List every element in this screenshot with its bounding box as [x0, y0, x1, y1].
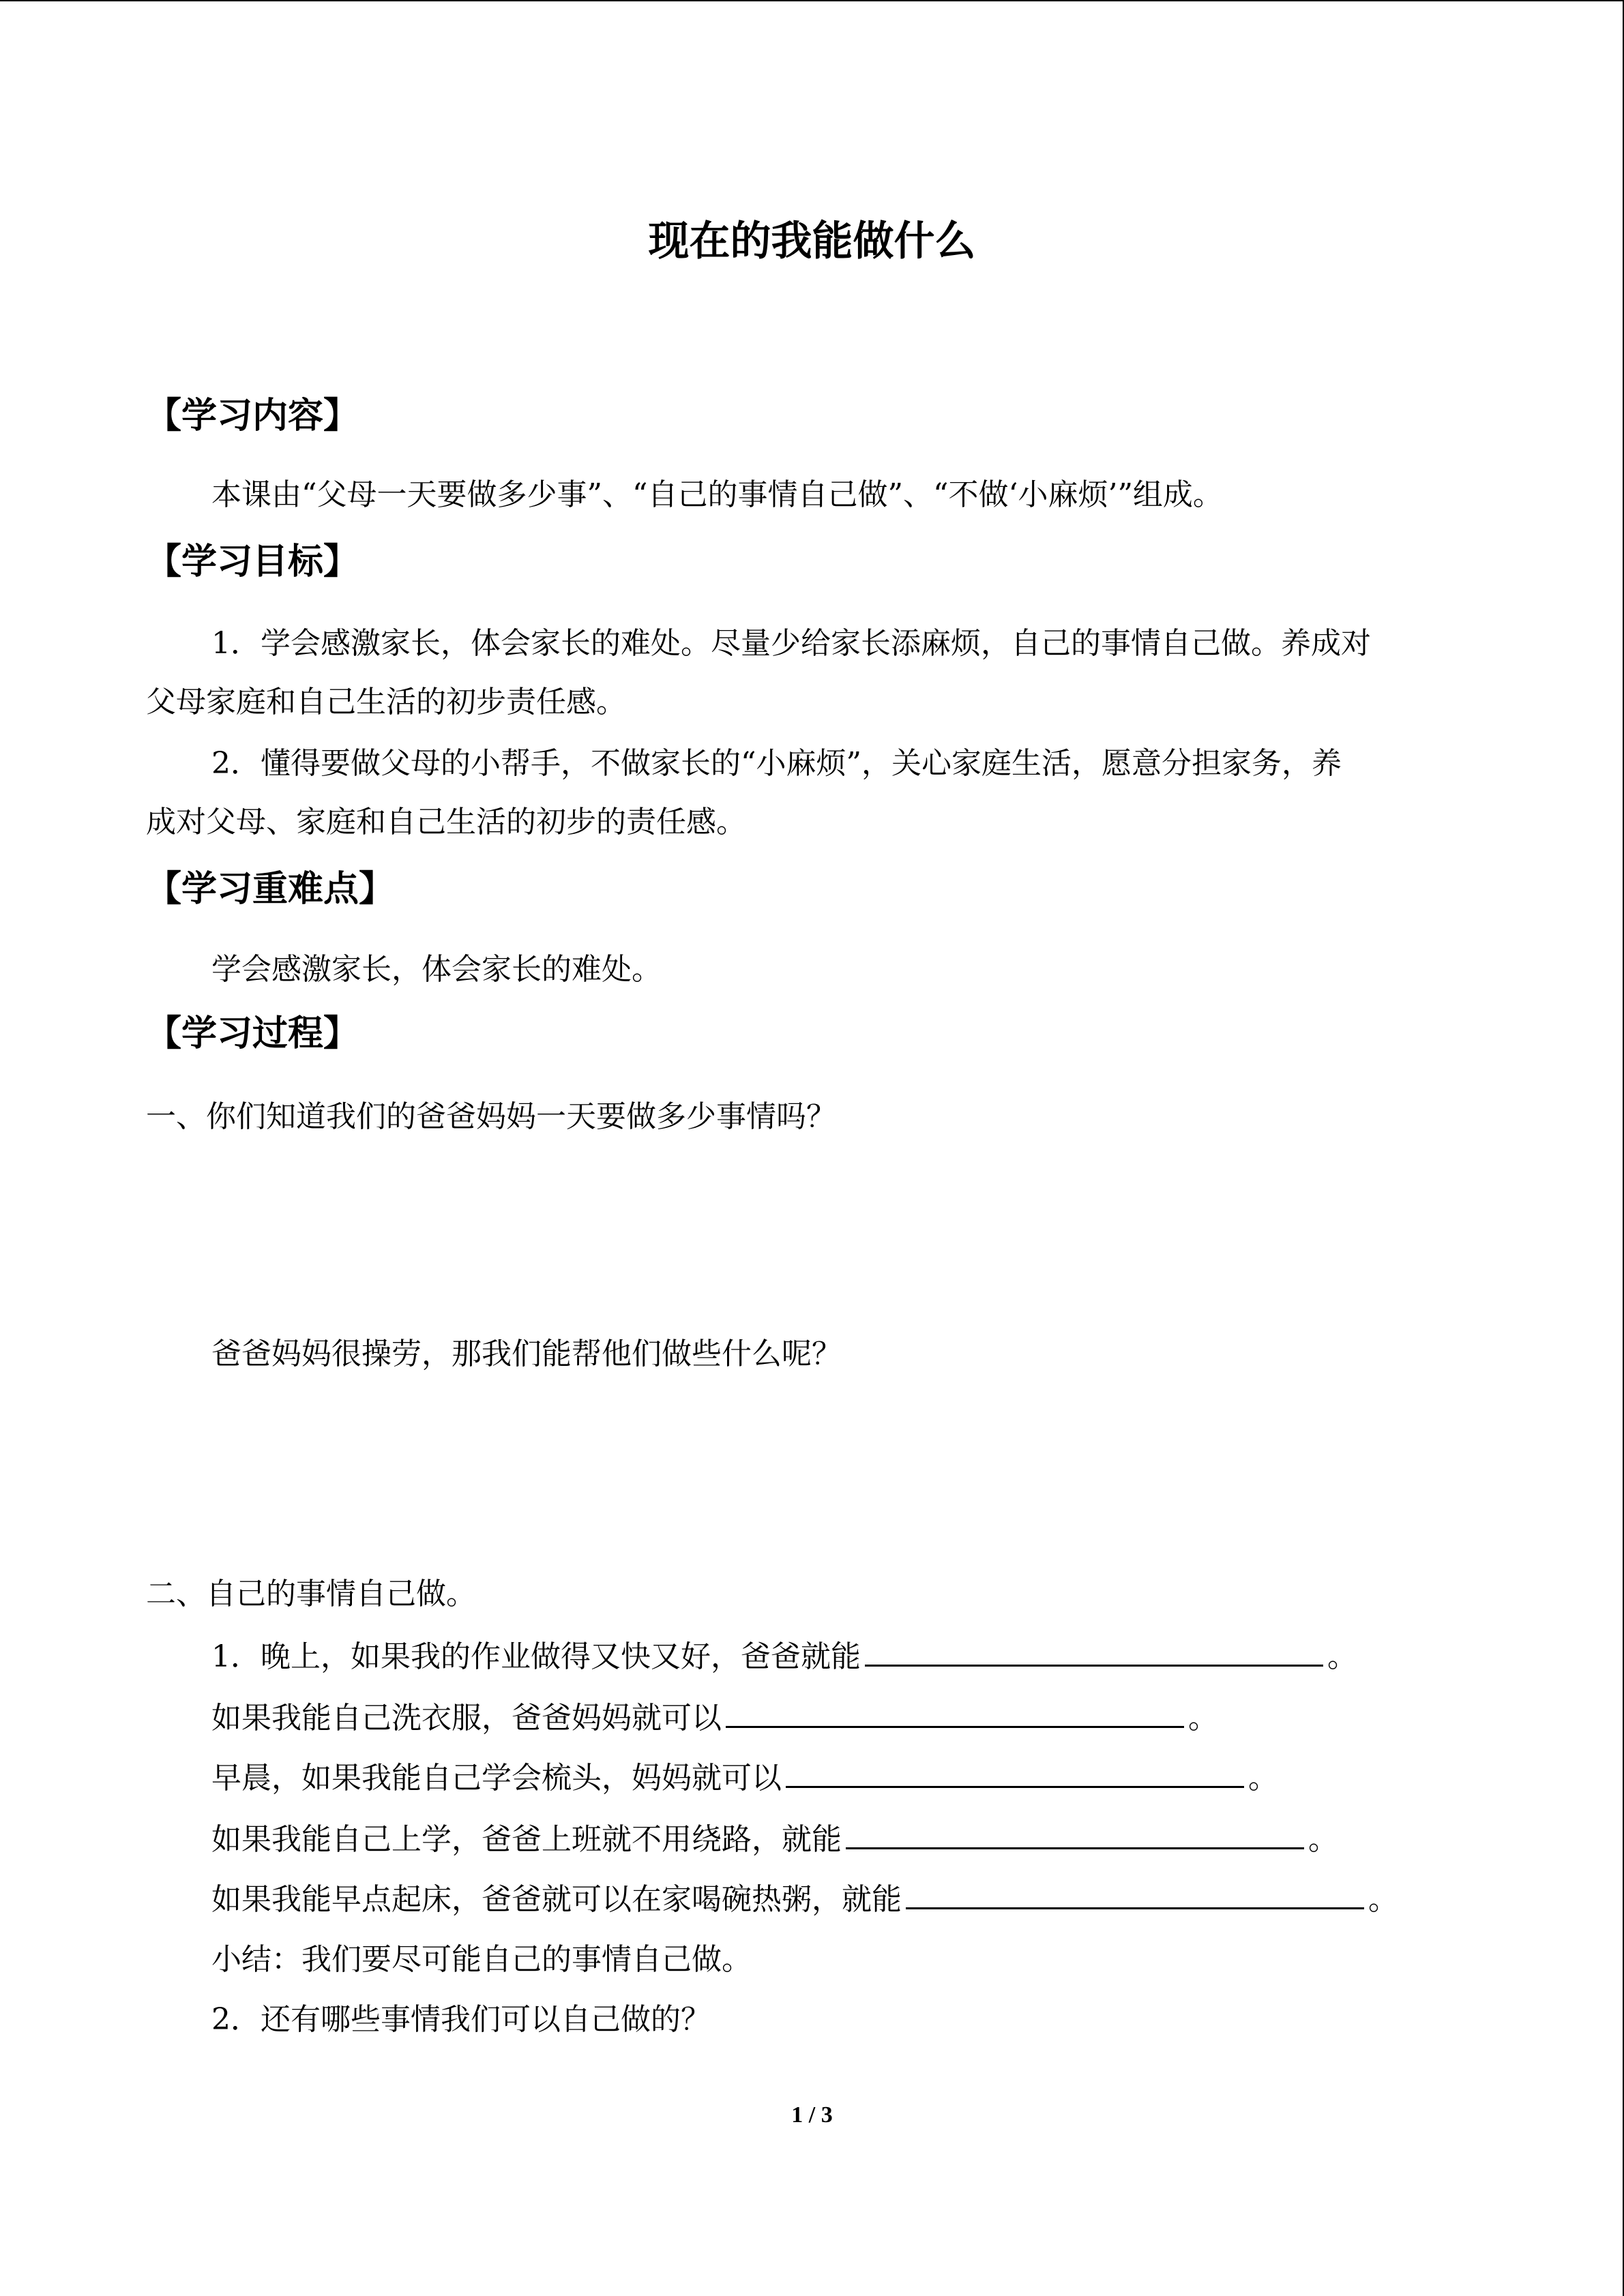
page-number: 1 / 3 — [791, 2102, 833, 2128]
fill-in-end: 。 — [1188, 1701, 1218, 1735]
page-title: 现在的我能做什么 — [648, 218, 976, 265]
heading-content: 【学习内容】 — [146, 396, 359, 436]
fill-in-prompt: 早晨，如果我能自己学会梳头，妈妈就可以 — [211, 1761, 782, 1795]
fill-in-prompt: 如果我能早点起床，爸爸就可以在家喝碗热粥，就能 — [211, 1882, 902, 1917]
fill-in-end: 。 — [1308, 1822, 1338, 1857]
answer-blank[interactable] — [846, 1823, 1304, 1849]
content-text: 本课由“父母一天要做多少事”、“自己的事情自己做”、“不做‘小麻烦’”组成。 — [211, 477, 1223, 512]
fill-in-end: 。 — [1368, 1882, 1398, 1917]
goal-1-line-1: 1．学会感激家长，体会家长的难处。尽量少给家长添麻烦，自己的事情自己做。养成对 — [211, 626, 1371, 661]
answer-blank[interactable] — [865, 1640, 1323, 1667]
fill-in-line — [211, 1635, 1357, 1679]
fill-in-prompt: 1．晚上，如果我的作业做得又快又好，爸爸就能 — [211, 1639, 861, 1674]
question-1-follow-up: 爸爸妈妈很操劳，那我们能帮他们做些什么呢？ — [211, 1337, 842, 1371]
goal-1-line-2: 父母家庭和自己生活的初步责任感。 — [146, 685, 626, 719]
summary-text: 小结：我们要尽可能自己的事情自己做。 — [211, 1942, 752, 1977]
fill-in-end: 。 — [1248, 1761, 1278, 1795]
goal-2-line-2: 成对父母、家庭和自己生活的初步的责任感。 — [146, 805, 746, 839]
goal-2-line-1: 2．懂得要做父母的小帮手，不做家长的“小麻烦”，关心家庭生活，愿意分担家务，养 — [211, 746, 1342, 781]
question-2-item-2: 2．还有哪些事情我们可以自己做的？ — [211, 2002, 711, 2037]
question-1: 一、你们知道我们的爸爸妈妈一天要做多少事情吗？ — [146, 1099, 836, 1134]
heading-process: 【学习过程】 — [146, 1013, 359, 1054]
question-2: 二、自己的事情自己做。 — [146, 1577, 476, 1611]
heading-goals: 【学习目标】 — [146, 541, 359, 582]
fill-in-line — [211, 1878, 1398, 1922]
answer-blank[interactable] — [726, 1701, 1184, 1728]
answer-blank[interactable] — [906, 1883, 1364, 1909]
fill-in-prompt: 如果我能自己洗衣服，爸爸妈妈就可以 — [211, 1701, 722, 1735]
fill-in-line — [211, 1697, 1218, 1740]
fill-in-line — [211, 1818, 1338, 1862]
key-points-text: 学会感激家长，体会家长的难处。 — [211, 952, 662, 987]
heading-key-points: 【学习重难点】 — [146, 869, 395, 910]
fill-in-prompt: 如果我能自己上学，爸爸上班就不用绕路，就能 — [211, 1822, 842, 1857]
answer-blank[interactable] — [786, 1761, 1244, 1788]
fill-in-end: 。 — [1327, 1639, 1357, 1674]
fill-in-line — [211, 1757, 1278, 1800]
